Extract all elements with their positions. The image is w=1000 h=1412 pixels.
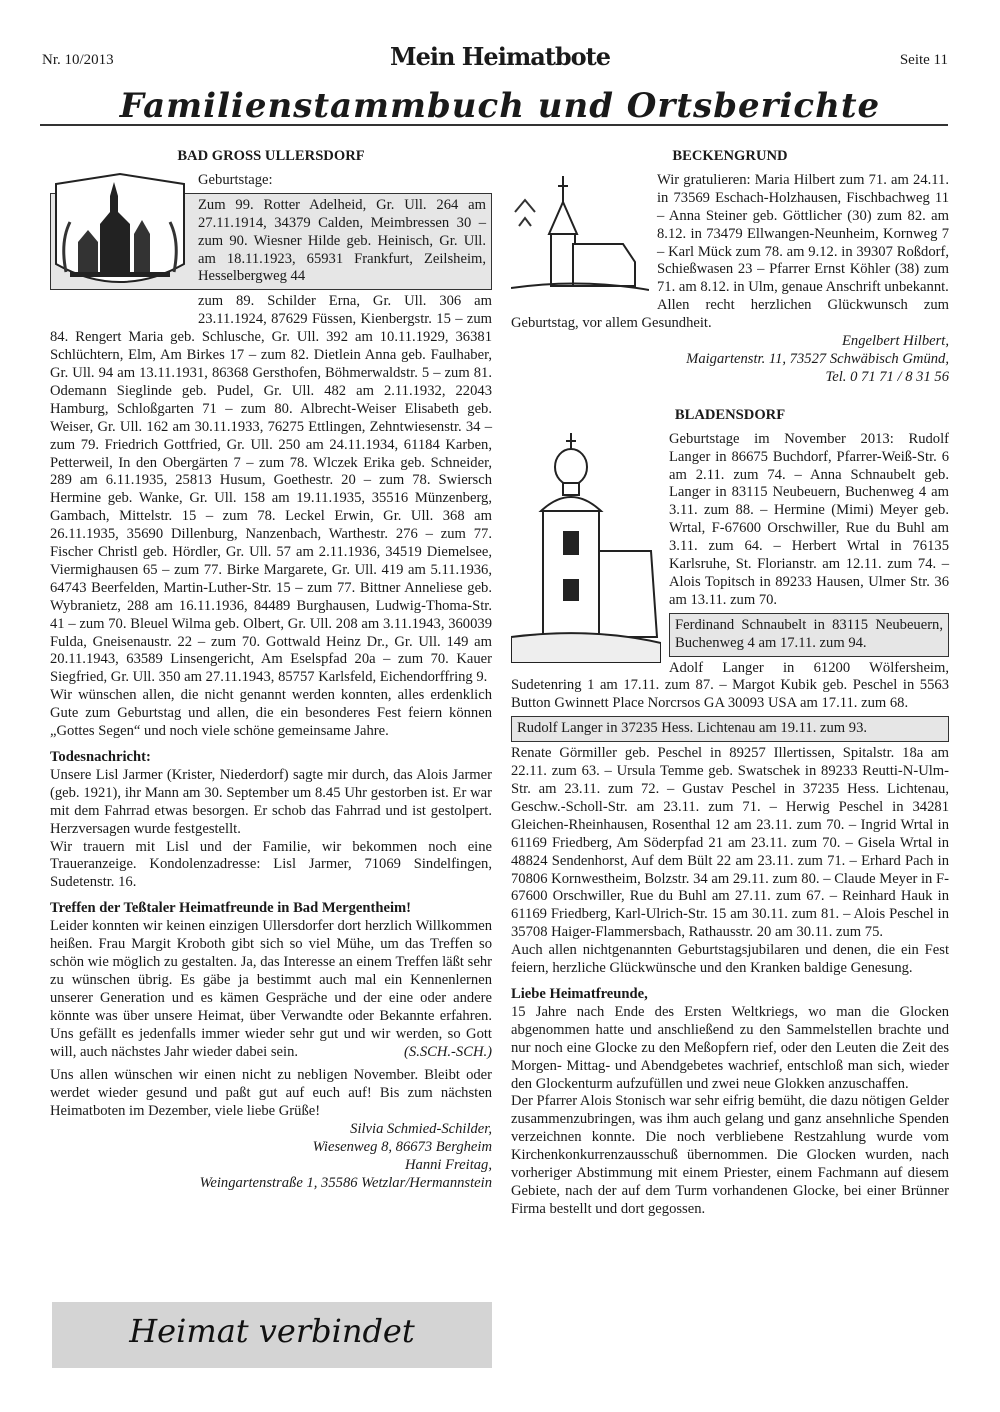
chapel-illustration (511, 172, 649, 304)
signature-line: Weingartenstraße 1, 35586 Wetzlar/Hermannstein (199, 1174, 492, 1191)
beckengrund-signature: Tel. 0 71 71 / 8 31 56 (825, 368, 949, 385)
closing-text: Uns allen wünschen wir einen nicht zu nebligen November. Bleibt oder werdet wieder gesund und paßt gut auf euch auf! Bis zum nächsten Heimatboten im Dezember, viele liebe Grüße! (50, 1067, 492, 1120)
church-emblem-icon (50, 172, 190, 302)
motto-text: Heimat verbindet (129, 1312, 415, 1350)
issue-number: Nr. 10/2013 (42, 52, 114, 68)
beckengrund-signature: Maigartenstr. 11, 73527 Schwäbisch Gmünd, (686, 350, 949, 367)
left-column (50, 148, 492, 1193)
chapel-icon (511, 172, 649, 298)
right-column (511, 148, 949, 1219)
obituary-heading: Todesnachricht: (50, 749, 151, 765)
signature-line: Wiesenweg 8, 86673 Bergheim (312, 1139, 492, 1156)
title-rule (40, 124, 948, 126)
beckengrund-wish: Allen recht herzlichen Glückwunsch zum Geburtstag, vor allem Gesundheit. (511, 297, 949, 332)
signature-line: Silvia Schmied-Schilder, (350, 1121, 492, 1138)
highlight-box-ferdinand: Ferdinand Schnaubelt in 83115 Neubeuern, Buchenweg 4 am 17.11. zum 94. (669, 613, 949, 657)
signature-line: Hanni Freitag, (404, 1156, 492, 1173)
meeting-signature: (S.SCH.-SCH.) (404, 1043, 492, 1060)
obituary-text-2: Wir trauern mit Lisl und der Familie, wir bekommen noch eine Traueranzeige. Kondolenzadresse: Lisl Jarmer, 71069 Sindelfingen, Sudetenstr. 16. (50, 838, 492, 891)
newspaper-logo: Mein Heimatbote (390, 42, 610, 71)
bladensdorf-list: Renate Görmiller geb. Peschel in 89257 Illertissen, Spitalstr. 18a am 22.11. zum 63. – Ursula Temme geb. Swatschek in 89233 Reutti-N-Ulm-Str. am 23.11. zum 72. – Gustav Peschel in 37235 Hess. Lichtenau, Geschw.-Scholl-Str. am 23.11. zum 71. – Herwig Peschel in 34281 Gleichen-Rheinhausen, Rosenthal 12 am 23.11. zum 70. – Ingrid Wrtal in 61169 Friedberg, Am Söderpfad 21 am 23.11. zum 70. – Gisela Wrtal in 48824 Sendenhorst, Auf dem Bült 22 am 23.11. zum 71. – Erhard Pach in 70806 Kornwestheim, Bolzstr. 34 am 29.11. zum 80. – Claude Meyer in F-67600 Orschwiller, Rue du Buhl am 27.11. zum 67. – Reinhard Hauk in 61169 Friedberg, Karl-Ulrich-Str. 15 am 30.11. zum 81. – Alois Peschel in 35708 Haiger-Flammersbach, Rathausstr. 20 am 30.11. zum 75. (511, 745, 949, 941)
meeting-text: Leider konnten wir keinen einzigen Ullersdorfer dort herzlich Willkommen heißen. Frau Margit Kroboth gibt sich so viel Mühe, um das Treffen so schön wie möglich zu gestalten. Ja, das Interesse an einem Treffen läßt sehr zu wünschen übrig. Es gäbe ja bestimmt auch mal ein Kennenlernen unserer Generation und es kämen Gespräche und der eine oder andere könnte was über unsere Heimat, über Verwandte oder Bekannte erfahren. Uns gefällt es jedenfalls immer wieder sehr gut und wir werden, so Gott will, auch nächstes Jahr wieder dabei sein. (S.SCH.-SCH.) (50, 918, 492, 1060)
letter-paragraph-1: 15 Jahre nach Ende des Ersten Weltkriegs, wo man die Glocken abgenommen hatte und anschließend zu den Sammelstellen brachte und nur noch eine Glocke zu den Meßopfern rief, oder den Leuten die Zeit des Morgen- Mittag- und Abendgebetes wachrief, entschloß man sich, wieder den Glockenturm aufzufüllen und zwei neue Glokken anzuschaffen. (511, 1003, 949, 1092)
letter-paragraph-2: Der Pfarrer Alois Stonisch war sehr eifrig bemüht, die dazu nötigen Gelder zusammenzubringen, was ihm auch gelang und ganz ansehnliche Spenden verzeichnen konnte. Die noch verbliebene Restzahlung wurde vom Kirchenkonkurrenzausschuß übernommen. Die Glocken wurden, nach vorheriger Abstimmung mit einem Priester, einem Fachmann auf diesem Gebiete, nach der auf dem Turm vorhandenen Glocke, bei einer Brünner Firma bestellt und dort gegossen. (511, 1093, 949, 1217)
church-emblem-illustration (50, 172, 190, 308)
bladensdorf-wish: Auch allen nichtgenannten Geburtstagsjubilaren und denen, die ein Fest feiern, herzliche Glückwünsche und den Kranken baldige Genesung. (511, 942, 949, 977)
section-heading-bladensdorf: BLADENSDORF (674, 406, 786, 423)
church-tower-icon (511, 431, 661, 663)
bladensdorf-birthdays: Geburtstage im November 2013: Rudolf Langer in 86675 Buchdorf, Pfarrer-Weiß-Str. 6 am 2.11. zum 74. – Anna Schnaubelt geb. Langer in 83115 Neubeuern, Buchenweg 4 am 3.11. zum 88. – Hermine (Mimi) Meyer geb. Wrtal, F-67600 Orschwiller, Rue du Buhl am 3.11. zum 64. – Herbert Wrtal in 76135 Karlsruhe, St. Florianstr. am 12.11. zum 74. – Alois Topitsch in 89233 Hausen, Ulmer Str. 36 am 13.11. zum 70. (669, 430, 949, 608)
section-heading-beckengrund: BECKENGRUND (672, 148, 788, 164)
highlight-box-rudolf: Rudolf Langer in 37235 Hess. Lichtenau am 19.11. zum 93. (511, 716, 949, 742)
boxed-birthdays: Zum 99. Rotter Adelheid, Gr. Ull. 264 am 27.11.1914, 34379 Calden, Meimbressen 30 – zum 90. Wiesner Hilde geb. Heinisch, Gr. Ull. am 18.11.1923, 65931 Frankfurt, Zeilsheim, Hesselbergweg 44 (50, 193, 492, 291)
beckengrund-signature: Engelbert Hilbert, (841, 333, 949, 350)
birthdays-intro: Geburtstage: (198, 171, 273, 188)
bladensdorf-more: Adolf Langer in 61200 Wölfersheim, Sudetenring 1 am 17.11. zum 87. – Margot Kubik geb. Peschel in 5563 Button Gwinnett Place Norcrsos GA 30093 USA am 17.11. zum 68. (511, 659, 949, 712)
meeting-heading: Treffen der Teßtaler Heimatfreunde in Bad Mergentheim! (50, 900, 412, 917)
beckengrund-birthdays: Wir gratulieren: Maria Hilbert zum 71. am 24.11. in 73569 Eschach-Holzhausen, Fischbachweg 11 – Anna Steiner geb. Göttlicher (30) zum 82. am 8.12. in 73479 Ellwangen-Neunheim, Kornweg 7 – Karl Mück zum 78. am 9.12. in 39307 Roßdorf, Schießwasen 23 – Pfarrer Ernst Köhler (38) zum 71. am 8.12. in Ulm, genaue Anschrift unbekannt. (657, 171, 949, 296)
page-number: Seite 11 (899, 52, 948, 68)
motto-banner (52, 1302, 492, 1368)
birthdays-list: zum 89. Schilder Erna, Gr. Ull. 306 am 23.11.1924, 87629 Füssen, Kienbergstr. 15 – zum 84. Rengert Maria geb. Schlusche, Gr. Ull. 392 am 10.11.1929, 36381 Schlüchtern, Elm, Am Birkes 17 – zum 82. Dietlein Anna geb. Faulhaber, Gr. Ull. 94 am 13.11.1931, 86368 Gersthofen, Böhmerwaldstr. 5 – zum 81. Odemann Sieglinde geb. Pudel, Gr. Ull. 482 am 2.11.1932, 22043 Hamburg, Schloßgarten 71 – zum 80. Albrecht-Weiser Elisabeth geb. Weiser, Gr. Ull. 162 am 30.11.1933, 76275 Ettlingen, Zehntwiesenstr. 34 – zum 79. Friedrich Gottfried, Gr. Ull. 250 am 24.11.1934, 61184 Karben, Petterweil, In den Obergärten 7 – zum 78. Wlczek Erika geb. Schneider, 289 am 6.11.1935, 25813 Husum, Goethestr. 20 – zum 78. Swiersch Hermine geb. Wanke, Gr. Ull. 158 am 19.11.1935, 35516 Münzenberg, Gambach, Mittelstr. 15 – zum 78. Leckel Erwin, Gr. Ull. 368 am 26.11.1935, 35690 Dillenburg, Nanzenbach, Warthestr. 276 – zum 77. Fischer Christl geb. Hördler, Gr. Ull. 57 am 2.11.1936, 34519 Diemelsee, Viermighausen 65 – zum 77. Birke Margarete, Gr. Ull. 419 am 5.11.1936, 64743 Beerfelden, Martin-Luther-Str. 15 – zum 77. Bittner Anneliese geb. Wybranietz, 288 am 16.11.1936, 84489 Burghausen, Ludwig-Thoma-Str. 41 – zum 70. Bleuel Wilma geb. Olbert, Gr. Ull. 208 am 3.11.1943, 360039 Fulda, Gneisenaustr. 22 – zum 70. Gottwald Heinz Dr., Gr. Ull. 149 am 20.11.1943, 63589 Linsengericht, Am Eselspfad 20a – zum 70. Kauer Siegfried, Gr. Ull. 350 am 27.11.1943, 85757 Karlsfeld, Eichendorffring 9. (50, 293, 492, 686)
section-heading-bad-gross-ullersdorf: BAD GROSS ULLERSDORF (177, 148, 365, 164)
obituary-text-1: Unsere Lisl Jarmer (Krister, Niederdorf) sagte mir durch, das Alois Jarmer (geb. 1921), ihr Mann am 30. September um 8.45 Uhr gestorben ist. Er war mit dem Fahrrad etwas besorgen. Er schob das Fahrrad und ist gestolpert. Herzversagen wurde festgestellt. (50, 766, 492, 837)
birthdays-wish: Wir wünschen allen, die nicht genannt werden konnten, alles erdenklich Gute zum Geburtstag und allen, die ein besonderes Fest feiern können „Gottes Segen“ und noch viele schöne gemeinsame Jahre. (50, 687, 492, 740)
letter-heading: Liebe Heimatfreunde, (511, 985, 648, 1002)
page-title: Familienstammbuch und Ortsberichte (119, 86, 881, 126)
church-tower-illustration (511, 431, 661, 669)
